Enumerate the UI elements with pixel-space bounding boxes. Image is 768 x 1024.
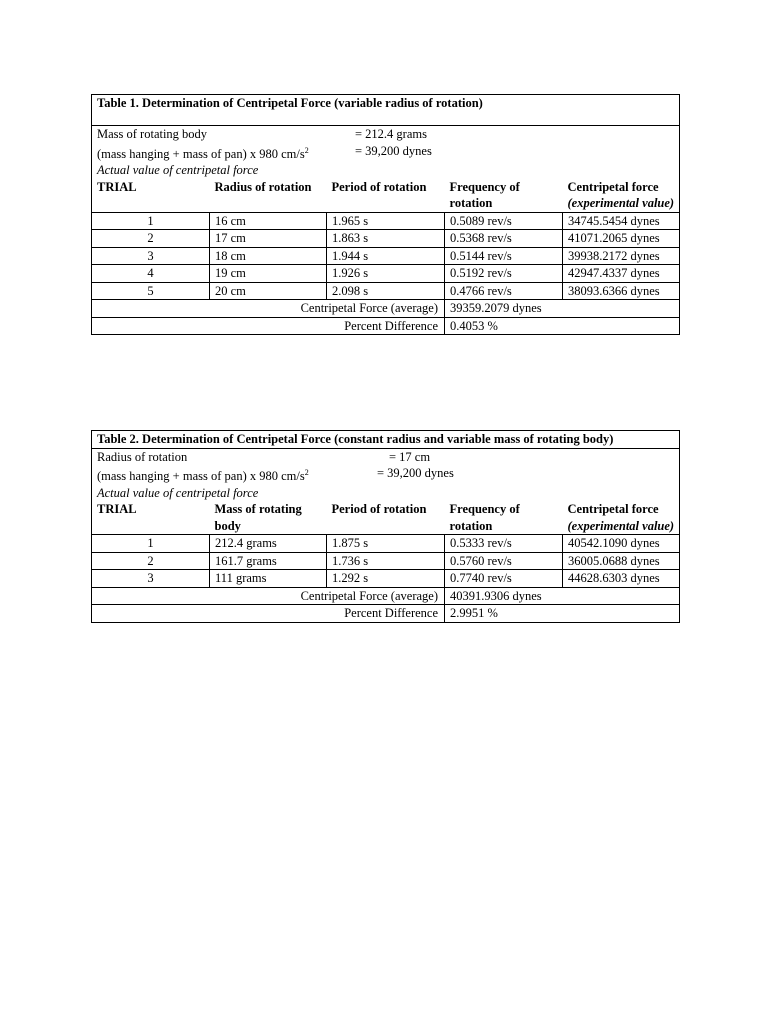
table-info-row	[92, 448, 680, 501]
table-row	[92, 230, 680, 248]
cell-mass: 161.7 grams	[210, 552, 327, 570]
percent-value: 0.4053 %	[445, 317, 680, 335]
cell-period: 1.875 s	[327, 535, 445, 553]
cell-mass: 212.4 grams	[210, 535, 327, 553]
cell-force: 44628.6303 dynes	[563, 570, 680, 588]
average-label: Centripetal Force (average)	[92, 300, 445, 318]
table-row	[92, 570, 680, 588]
average-row	[92, 300, 680, 318]
table-header-row	[92, 179, 680, 213]
percent-label: Percent Difference	[92, 317, 445, 335]
cell-force: 39938.2172 dynes	[563, 247, 680, 265]
table-info-row	[92, 126, 680, 179]
cell-period: 1.292 s	[327, 570, 445, 588]
header-frequency: Frequency of rotation	[445, 501, 563, 535]
header-frequency: Frequency of rotation	[445, 179, 563, 213]
table-row	[92, 265, 680, 283]
info-label: (mass hanging + mass of pan) x 980 $cm/s^2$	[97, 145, 309, 161]
info-label: Radius of rotation	[97, 449, 188, 464]
header-period: Period of rotation	[327, 179, 445, 213]
cell-force: 41071.2065 dynes	[563, 230, 680, 248]
cell-radius: 20 cm	[210, 282, 327, 300]
info-line	[97, 465, 679, 485]
cell-radius: 16 cm	[210, 212, 327, 230]
table-row	[92, 282, 680, 300]
cell-trial: 3	[92, 247, 210, 265]
table-row	[92, 212, 680, 230]
cell-frequency: 0.5333 rev/s	[445, 535, 563, 553]
info-value: = 212.4 grams	[355, 127, 427, 141]
table-row	[92, 247, 680, 265]
cell-period: 1.965 s	[327, 212, 445, 230]
table-2	[91, 430, 680, 623]
info-value: = 39,200 dynes	[377, 466, 454, 480]
info-label: (mass hanging + mass of pan) x 980 $cm/s^2$	[97, 468, 309, 484]
info-line	[97, 143, 679, 163]
cell-force: 36005.0688 dynes	[563, 552, 680, 570]
cell-force: 42947.4337 dynes	[563, 265, 680, 283]
cell-trial: 2	[92, 552, 210, 570]
table-note: Actual value of centripetal force	[97, 163, 259, 178]
percent-value: 2.9951 %	[445, 605, 680, 623]
table-title: Table 2. Determination of Centripetal Force (constant radius and variable mass of rotating body)	[92, 431, 680, 449]
percent-row	[92, 317, 680, 335]
header-period: Period of rotation	[327, 501, 445, 535]
table-info	[92, 126, 680, 179]
table-row	[92, 535, 680, 553]
percent-label: Percent Difference	[92, 605, 445, 623]
info-label: Mass of rotating body	[97, 127, 208, 141]
cell-period: 1.736 s	[327, 552, 445, 570]
cell-frequency: 0.4766 rev/s	[445, 282, 563, 300]
cell-force: 40542.1090 dynes	[563, 535, 680, 553]
cell-frequency: 0.5368 rev/s	[445, 230, 563, 248]
table-1	[91, 94, 680, 335]
info-value: = 17 cm	[389, 449, 431, 464]
cell-frequency: 0.5089 rev/s	[445, 212, 563, 230]
cell-trial: 2	[92, 230, 210, 248]
average-value: 39359.2079 dynes	[445, 300, 680, 318]
cell-mass: 111 grams	[210, 570, 327, 588]
cell-period: 1.926 s	[327, 265, 445, 283]
cell-trial: 1	[92, 212, 210, 230]
cell-trial: 5	[92, 282, 210, 300]
cell-force: 34745.5454 dynes	[563, 212, 680, 230]
cell-frequency: 0.5192 rev/s	[445, 265, 563, 283]
table-title: Table 1. Determination of Centripetal Force (variable radius of rotation)	[92, 95, 680, 126]
cell-trial: 4	[92, 265, 210, 283]
cell-frequency: 0.7740 rev/s	[445, 570, 563, 588]
cell-radius: 18 cm	[210, 247, 327, 265]
table-row	[92, 552, 680, 570]
cell-period: 2.098 s	[327, 282, 445, 300]
header-mass: Mass of rotating body	[210, 501, 327, 535]
info-value: = 39,200 dynes	[355, 143, 432, 158]
cell-frequency: 0.5760 rev/s	[445, 552, 563, 570]
cell-radius: 19 cm	[210, 265, 327, 283]
table-header-row	[92, 501, 680, 535]
table-note: Actual value of centripetal force	[97, 485, 259, 500]
cell-period: 1.944 s	[327, 247, 445, 265]
average-value: 40391.9306 dynes	[445, 587, 680, 605]
cell-frequency: 0.5144 rev/s	[445, 247, 563, 265]
table-title-row	[92, 95, 680, 126]
info-line	[97, 126, 679, 143]
header-trial: TRIAL	[92, 501, 210, 535]
average-label: Centripetal Force (average)	[92, 587, 445, 605]
table-title-row	[92, 431, 680, 449]
cell-period: 1.863 s	[327, 230, 445, 248]
cell-trial: 3	[92, 570, 210, 588]
cell-trial: 1	[92, 535, 210, 553]
percent-row	[92, 605, 680, 623]
header-radius: Radius of rotation	[210, 179, 327, 213]
header-trial: TRIAL	[92, 179, 210, 213]
table-info	[92, 448, 680, 501]
cell-force: 38093.6366 dynes	[563, 282, 680, 300]
info-line	[97, 449, 679, 466]
cell-radius: 17 cm	[210, 230, 327, 248]
header-force: Centripetal force (experimental value)	[563, 501, 680, 535]
header-force: Centripetal force (experimental value)	[563, 179, 680, 213]
average-row	[92, 587, 680, 605]
